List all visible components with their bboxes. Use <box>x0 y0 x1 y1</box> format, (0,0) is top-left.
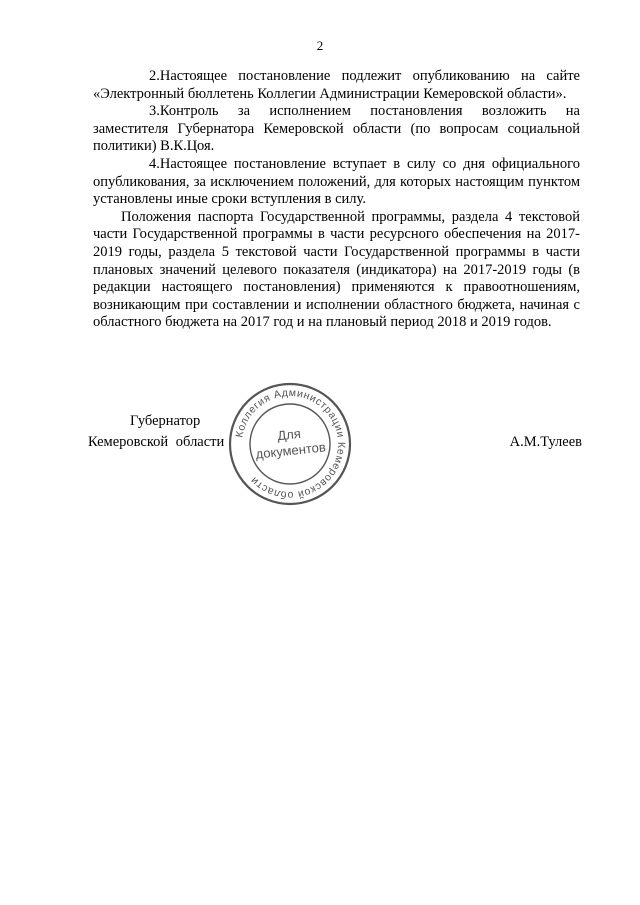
seal-center-line2: документов <box>254 439 327 462</box>
page-number: 2 <box>316 38 324 53</box>
paragraph-text: Настоящее постановление вступает в силу со дня официального опубликования, за исключением положений, для которых настоящим пунктом установлены иные сроки вступления в силу. <box>93 155 580 208</box>
paragraph-text: Настоящее постановление подлежит опубликованию на сайте «Электронный бюллетень Коллегии Администрации Кемеровской области». <box>93 68 580 102</box>
signer-name: А.М.Тулеев <box>509 434 582 450</box>
document-body <box>93 68 580 332</box>
paragraph-number: 2. <box>149 68 160 84</box>
paragraph-4 <box>93 156 580 209</box>
paragraph-text: Контроль за исполнением постановления возложить на заместителя Губернатора Кемеровской области (по вопросам социальной политики) В.К.Цоя. <box>93 103 580 155</box>
paragraph-2 <box>93 68 580 103</box>
paragraph-number: 3. <box>149 103 160 120</box>
signer-region: Кемеровской области <box>88 434 225 450</box>
paragraph-text: Положения паспорта Государственной программы, раздела 4 текстовой части Государственной программы в части ресурсного обеспечения на 2017-2019 годы, раздела 5 текстовой части Государственной программы в части плановых значений целевого показателя (индикатора) на 2017-2019 годы (в редакции настоящего постановления) применяются к правоотношениям, возникающим при составлении и исполнении областного бюджета, начиная с областного бюджета на 2017 год и на плановый период 2018 и 2019 годов. <box>93 208 580 331</box>
paragraph-3 <box>93 103 580 156</box>
paragraph-provisions <box>93 209 580 332</box>
official-seal-stamp <box>227 381 353 507</box>
paragraph-number: 4. <box>149 155 160 172</box>
seal-ring-textpath: Коллегия Администрации Кемеровской области <box>233 386 348 502</box>
signer-position: Губернатор <box>130 413 201 429</box>
seal-center-line1: Для <box>276 425 302 444</box>
